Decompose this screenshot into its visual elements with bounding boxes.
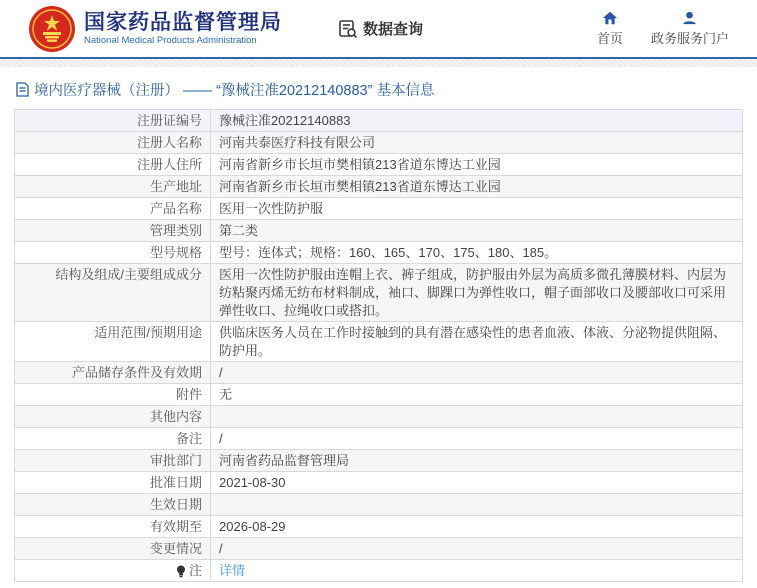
row-label: 管理类别 — [149, 223, 202, 238]
table-row — [15, 242, 742, 264]
table-row — [15, 322, 742, 362]
nav-data-query[interactable] — [337, 18, 423, 40]
row-value: 无 — [219, 387, 233, 402]
table-row — [15, 220, 742, 242]
row-label: 审批部门 — [149, 453, 202, 468]
brand — [28, 5, 282, 53]
row-value: / — [219, 541, 223, 556]
table-row — [15, 176, 742, 198]
table-row — [15, 450, 742, 472]
row-label: 注 — [188, 563, 202, 578]
data-query-icon — [337, 18, 359, 40]
nav-home-label: 首页 — [596, 30, 623, 46]
nav-gov-portal-label: 政务服务门户 — [650, 30, 729, 46]
row-value: 医用一次性防护服由连帽上衣、裤子组成，防护服由外层为高质多微孔薄膜材料、内层为纺粘聚丙烯无纺布材料制成，袖口、脚踝口为弹性收口，帽子面部收口及腰部收口可采用弹性收口、拉绳收口或搭扣。 — [219, 267, 727, 318]
row-label: 备注 — [175, 431, 202, 446]
table-row — [15, 198, 742, 220]
user-icon — [682, 11, 697, 25]
row-value: 供临床医务人员在工作时接触到的具有潜在感染性的患者血液、体液、分泌物提供阻隔、防护用。 — [219, 325, 727, 358]
row-value: 2026-08-29 — [219, 519, 286, 534]
row-value: 豫械注准20212140883 — [219, 113, 351, 128]
row-value — [211, 406, 742, 427]
site-subtitle: National Medical Products Administration — [84, 34, 257, 46]
note-bulb-icon — [176, 565, 186, 578]
page-background — [0, 582, 757, 588]
row-label: 有效期至 — [149, 519, 202, 534]
row-value: 河南省新乡市长垣市樊相镇213省道东博达工业园 — [219, 179, 501, 194]
table-row — [15, 516, 742, 538]
table-row-note — [15, 560, 742, 582]
row-label: 产品储存条件及有效期 — [71, 365, 202, 380]
row-label: 生产地址 — [149, 179, 202, 194]
table-row — [15, 406, 742, 428]
row-label: 附件 — [175, 387, 202, 402]
row-label: 批准日期 — [149, 475, 202, 490]
row-value: 2021-08-30 — [219, 475, 286, 490]
table-row — [15, 538, 742, 560]
nav-gov-portal[interactable] — [651, 11, 729, 47]
row-label: 其他内容 — [149, 409, 202, 424]
national-emblem-logo — [28, 5, 76, 53]
row-label: 产品名称 — [149, 201, 202, 216]
row-label: 生效日期 — [149, 497, 202, 512]
site-title: 国家药品监督管理局 — [84, 10, 282, 34]
header — [0, 0, 757, 57]
table-row — [15, 494, 742, 516]
row-label: 注册人名称 — [136, 135, 202, 150]
row-value: 第二类 — [219, 223, 259, 238]
row-value: 河南省新乡市长垣市樊相镇213省道东博达工业园 — [219, 157, 501, 172]
table-row — [15, 362, 742, 384]
row-label: 型号规格 — [149, 245, 202, 260]
row-value: 型号：连体式；规格：160、165、170、175、180、185。 — [219, 245, 558, 260]
table-row — [15, 132, 742, 154]
row-value: / — [219, 431, 223, 446]
nav-home[interactable] — [597, 11, 623, 47]
row-label: 结构及组成/主要组成成分 — [55, 267, 202, 282]
table-row — [15, 264, 742, 322]
table-row — [15, 154, 742, 176]
table-row — [15, 472, 742, 494]
table-row — [15, 110, 742, 132]
document-icon — [16, 82, 29, 97]
row-label: 注册人住所 — [136, 157, 202, 172]
row-value: 河南共泰医疗科技有限公司 — [219, 135, 376, 150]
home-icon — [602, 11, 618, 25]
nav-data-query-label: 数据查询 — [363, 21, 424, 38]
row-label: 注册证编号 — [136, 113, 202, 128]
hatch-band — [0, 59, 757, 67]
row-value: / — [219, 365, 223, 380]
details-link[interactable]: 详情 — [219, 563, 246, 578]
breadcrumb-text: 境内医疗器械（注册） —— “豫械注准20212140883” 基本信息 — [34, 83, 435, 99]
table-row — [15, 428, 742, 450]
row-value: 医用一次性防护服 — [219, 201, 324, 216]
main-content — [0, 67, 757, 582]
row-value: 河南省药品监督管理局 — [219, 453, 350, 468]
row-value — [211, 494, 742, 515]
row-label: 变更情况 — [149, 541, 202, 556]
registration-info-table — [14, 109, 743, 582]
row-label: 适用范围/预期用途 — [94, 325, 202, 340]
breadcrumb — [0, 67, 757, 109]
table-row — [15, 384, 742, 406]
